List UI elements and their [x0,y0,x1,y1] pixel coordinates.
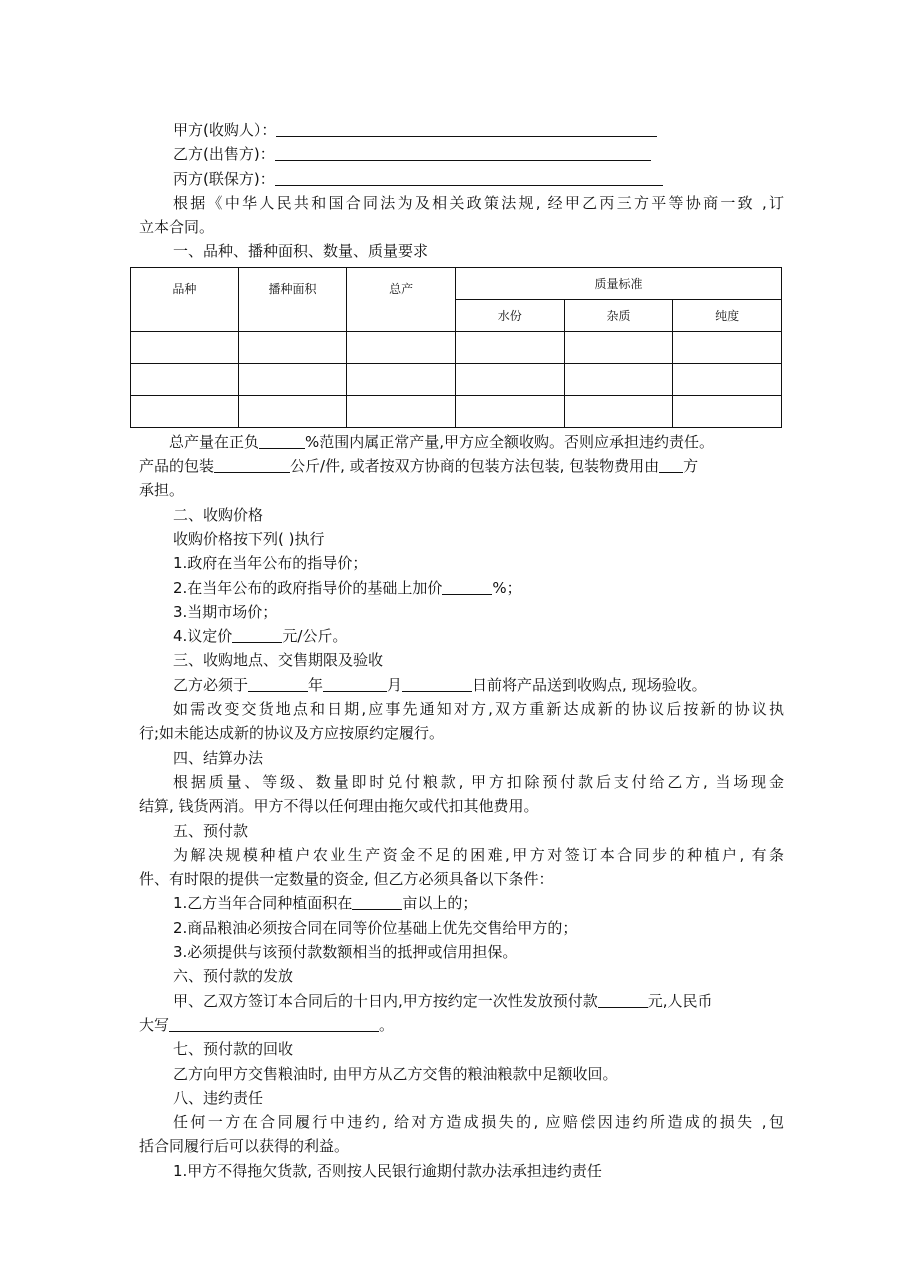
sec3-p1-text-b: 年 [308,675,324,694]
sec6-l1-text-b: 元,人民币 [647,991,713,1010]
sec3-para-2-line-1: 如需改变交货地点和日期,应事先通知对方,双方重新达成新的协议后按新的协议执 [173,700,784,719]
sec3-p1-text-d: 日前将产品送到收购点, 现场验收。 [472,675,707,694]
sec5-line-1: 为解决规模种植户农业生产资金不足的困难,甲方对签订本合同步的种植户, 有条 [173,845,784,864]
section-2-title: 二、收购价格 [173,505,264,524]
sec2-i4-text-b: 元/公斤。 [282,627,348,646]
sec1-para-3: 承担。 [139,481,185,500]
day-blank[interactable] [402,677,472,692]
table-cell[interactable] [238,395,347,427]
section-1-title: 一、品种、播种面积、数量、质量要求 [173,242,429,261]
sec3-p1-text-c: 月 [387,675,403,694]
table-row [131,331,782,363]
section-3-title: 三、收购地点、交售期限及验收 [173,651,384,670]
table-cell[interactable] [347,363,456,395]
table-cell[interactable] [347,331,456,363]
th-quality: 质量标准 [455,267,781,299]
sec3-para-2-line-2: 行;如未能达成新的协议及方应按原约定履行。 [139,724,445,743]
party-a-blank[interactable] [276,122,657,137]
sec5-i1-text-a: 1.乙方当年合同种植面积在 [173,894,353,913]
sec6-line-1 [139,989,784,1013]
table-cell[interactable] [455,331,564,363]
intro-line-2: 立本合同。 [139,218,215,237]
sec1-p2-text-c: 方 [683,457,699,476]
sec3-para-1 [139,673,784,697]
table-cell[interactable] [673,363,782,395]
sec6-l2-text-b: 。 [379,1015,395,1034]
table-cell[interactable] [238,363,347,395]
sec8-line-1: 任何一方在合同履行中违约, 给对方造成损失的, 应赔偿因违约所造成的损失 ,包 [173,1113,784,1132]
section-8-title: 八、违约责任 [173,1088,264,1107]
planting-area-blank[interactable] [352,895,402,910]
th-moisture: 水份 [455,299,564,331]
sec2-i4-text-a: 4.议定价 [173,627,233,646]
sec5-item-2: 2.商品粮油必须按合同在同等价位基础上优先交售给甲方的； [173,918,578,937]
amount-in-words-blank[interactable] [169,1017,379,1032]
tolerance-blank[interactable] [259,434,305,449]
sec4-line-1: 根据质量、等级、数量即时兑付粮款, 甲方扣除预付款后支付给乙方, 当场现金 [173,772,784,791]
agreed-price-blank[interactable] [232,628,282,643]
table-cell[interactable] [131,363,239,395]
section-4-title: 四、结算办法 [173,748,264,767]
spec-table [130,267,782,428]
sec2-item-2 [139,576,784,600]
sec1-para-2 [139,454,784,478]
party-c-label: 丙方(联保方)： [173,169,275,188]
sec2-item-3: 3.当期市场价； [173,602,278,621]
party-b-line [139,142,784,166]
sec1-p2-text-a: 产品的包装 [139,457,215,476]
sec1-p1-text-b: %范围内属正常产量,甲方应全额收购。否则应承担违约责任。 [305,432,715,451]
th-area: 播种面积 [238,267,347,331]
markup-blank[interactable] [442,580,492,595]
party-a-line [139,118,784,142]
sec6-line-2 [139,1013,784,1037]
table-cell[interactable] [455,395,564,427]
month-blank[interactable] [323,677,387,692]
sec8-line-2: 括合同履行后可以获得的利益。 [139,1137,350,1156]
sec2-i2-text-b: %； [492,578,522,597]
sec2-item-4 [139,624,784,648]
table-cell[interactable] [564,363,673,395]
table-cell[interactable] [564,331,673,363]
sec1-para-1 [139,430,784,454]
table-cell[interactable] [455,363,564,395]
table-cell[interactable] [238,331,347,363]
th-variety: 品种 [131,267,239,331]
sec5-line-2: 件、有时限的提供一定数量的资金, 但乙方必须具备以下条件： [139,870,554,889]
table-cell[interactable] [347,395,456,427]
sec5-item-3: 3.必须提供与该预付款数额相当的抵押或信用担保。 [173,943,518,962]
sec7-line-1: 乙方向甲方交售粮油时, 由甲方从乙方交售的粮油粮款中足额收回。 [173,1064,618,1083]
party-a-label: 甲方(收购人）： [173,121,277,139]
intro-line-1: 根据《中华人民共和国合同法为及相关政策法规, 经甲乙丙三方平等协商一致 ,订 [173,193,784,212]
th-total: 总产 [347,267,456,331]
contract-page [139,118,784,1183]
table-cell[interactable] [673,395,782,427]
sec2-intro: 收购价格按下列( )执行 [173,529,325,548]
table-row [131,363,782,395]
sec1-p2-text-b: 公斤/件, 或者按双方协商的包装方法包装, 包装物费用由 [290,457,660,476]
table-cell[interactable] [673,331,782,363]
sec3-p1-text-a: 乙方必须于 [173,675,249,694]
sec6-l2-text-a: 大写 [139,1015,170,1034]
party-c-blank[interactable] [275,171,663,186]
sec6-l1-text-a: 甲、乙双方签订本合同后的十日内,甲方按约定一次性发放预付款 [173,991,598,1010]
package-weight-blank[interactable] [214,458,290,473]
sec5-i1-text-b: 亩以上的； [402,894,478,913]
th-purity: 纯度 [673,299,782,331]
sec2-item-1: 1.政府在当年公布的指导价； [173,554,368,573]
year-blank[interactable] [248,677,308,692]
section-7-title: 七、预付款的回收 [173,1040,294,1059]
table-cell[interactable] [131,395,239,427]
package-cost-party-blank[interactable] [659,458,683,473]
party-b-blank[interactable] [275,146,651,161]
th-impurity: 杂质 [564,299,673,331]
section-5-title: 五、预付款 [173,821,249,840]
prepayment-amount-blank[interactable] [598,993,648,1008]
sec8-item-1: 1.甲方不得拖欠货款, 否则按人民银行逾期付款办法承担违约责任 [173,1161,602,1180]
party-c-line [139,167,784,191]
sec1-p1-text-a: 总产量在正负 [169,432,260,451]
sec2-i2-text-a: 2.在当年公布的政府指导价的基础上加价 [173,578,443,597]
table-row [131,395,782,427]
table-cell[interactable] [564,395,673,427]
party-b-label: 乙方(出售方)： [173,145,275,164]
section-6-title: 六、预付款的发放 [173,967,294,986]
sec4-line-2: 结算, 钱货两消。甲方不得以任何理由拖欠或代扣其他费用。 [139,797,539,816]
table-cell[interactable] [131,331,239,363]
sec5-item-1 [139,891,784,915]
